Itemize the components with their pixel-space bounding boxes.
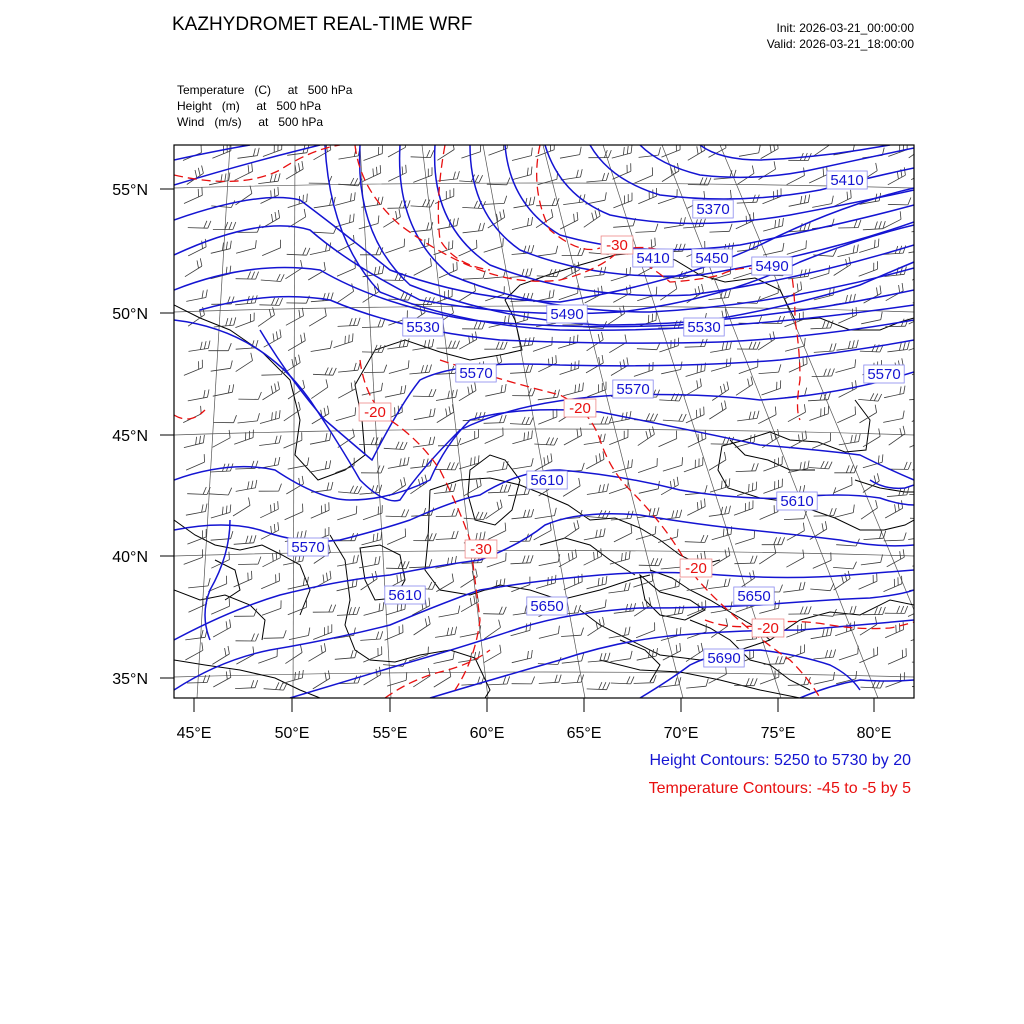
svg-text:-20: -20 (685, 560, 707, 577)
svg-text:-20: -20 (569, 400, 591, 417)
height-label (777, 492, 817, 510)
svg-text:5610: 5610 (780, 493, 814, 510)
svg-text:5490: 5490 (550, 306, 584, 323)
svg-text:5530: 5530 (687, 319, 721, 336)
height-label (456, 364, 496, 382)
lon-tick-label: 65°E (566, 725, 602, 742)
svg-text:5610: 5610 (530, 472, 564, 489)
height-label (864, 365, 904, 383)
lat-tick-label: 45°N (112, 428, 148, 445)
lon-tick-label: 75°E (760, 725, 796, 742)
lat-tick-label: 50°N (112, 306, 148, 323)
svg-text:5650: 5650 (530, 598, 564, 615)
svg-text:5370: 5370 (696, 201, 730, 218)
temperature-legend: Temperature Contours: -45 to -5 by 5 (648, 780, 911, 797)
height-legend: Height Contours: 5250 to 5730 by 20 (649, 752, 911, 769)
height-label (385, 586, 425, 604)
height-label (288, 538, 328, 556)
height-label (684, 318, 724, 336)
svg-text:5650: 5650 (737, 588, 771, 605)
height-label (692, 249, 732, 267)
height-label (613, 380, 653, 398)
field-height: Height (m) at 500 hPa (177, 99, 322, 113)
lat-tick-label: 55°N (112, 182, 148, 199)
temperature-label (465, 540, 497, 558)
height-label (734, 587, 774, 605)
height-label (527, 471, 567, 489)
height-label (527, 597, 567, 615)
svg-text:5610: 5610 (388, 587, 422, 604)
temperature-label (680, 559, 712, 577)
lat-tick-label: 40°N (112, 549, 148, 566)
temperature-label (564, 399, 596, 417)
svg-text:5490: 5490 (755, 258, 789, 275)
height-label (752, 257, 792, 275)
height-label (827, 171, 867, 189)
height-label (693, 200, 733, 218)
lon-tick-label: 60°E (469, 725, 505, 742)
lat-tick-label: 35°N (112, 671, 148, 688)
temperature-label (359, 403, 391, 421)
svg-text:5570: 5570 (459, 365, 493, 382)
lon-tick-label: 45°E (176, 725, 212, 742)
field-temperature: Temperature (C) at 500 hPa (177, 83, 353, 97)
height-label (547, 305, 587, 323)
init-time: Init: 2026-03-21_00:00:00 (776, 21, 914, 35)
svg-text:-20: -20 (364, 404, 386, 421)
svg-text:5570: 5570 (867, 366, 901, 383)
svg-text:-30: -30 (606, 237, 628, 254)
height-label (704, 649, 744, 667)
svg-text:5410: 5410 (636, 250, 670, 267)
svg-text:-20: -20 (757, 620, 779, 637)
svg-text:-30: -30 (470, 541, 492, 558)
map-title: KAZHYDROMET REAL-TIME WRF (172, 14, 473, 35)
valid-time: Valid: 2026-03-21_18:00:00 (766, 37, 914, 51)
lon-tick-label: 80°E (856, 725, 892, 742)
height-label (403, 318, 443, 336)
svg-text:5690: 5690 (707, 650, 741, 667)
svg-text:5570: 5570 (291, 539, 325, 556)
lon-tick-label: 50°E (274, 725, 310, 742)
lon-tick-label: 70°E (663, 725, 699, 742)
temperature-label (752, 619, 784, 637)
field-wind: Wind (m/s) at 500 hPa (177, 115, 324, 129)
temperature-label (601, 236, 633, 254)
svg-text:5450: 5450 (695, 250, 729, 267)
svg-text:5410: 5410 (830, 172, 864, 189)
height-label (633, 249, 673, 267)
svg-text:5570: 5570 (616, 381, 650, 398)
lon-tick-label: 55°E (372, 725, 408, 742)
svg-text:5530: 5530 (406, 319, 440, 336)
